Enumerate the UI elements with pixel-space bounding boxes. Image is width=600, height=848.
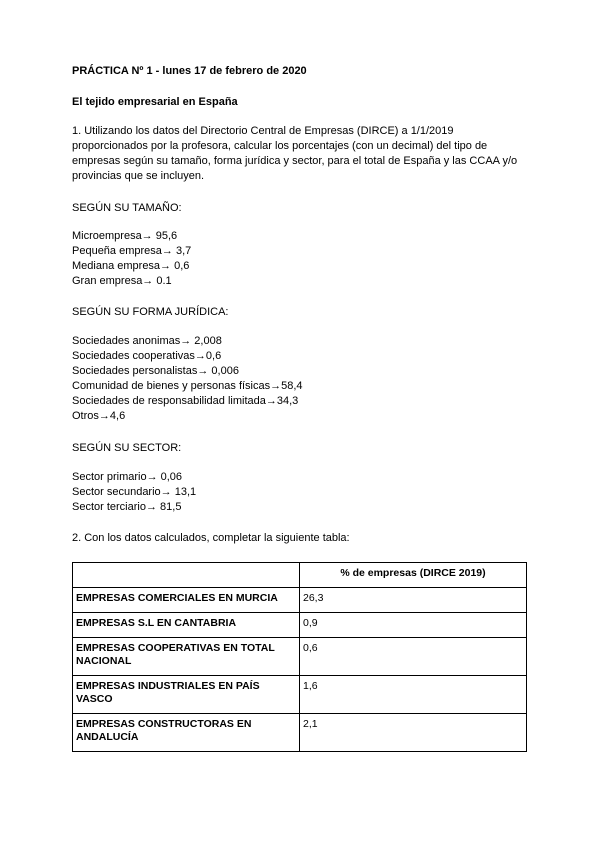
document-title: PRÁCTICA Nº 1 - lunes 17 de febrero de 2020 — [72, 65, 307, 77]
legal-heading: SEGÚN SU FORMA JURÍDICA: — [72, 306, 229, 318]
legal-item: Sociedades cooperativas→0,6 — [72, 350, 222, 362]
sector-item: Sector terciario→ 81,5 — [72, 501, 182, 513]
table-cell-value: 1,6 — [300, 676, 527, 714]
question-2: 2. Con los datos calculados, completar la siguiente tabla: — [72, 532, 350, 544]
table-header-cell — [73, 563, 300, 588]
intro-paragraph: 1. Utilizando los datos del Directorio Central de Empresas (DIRCE) a 1/1/2019 proporcionados por la profesora, calcular los porcentajes (con un decimal) del tipo de empresas según su tamaño, forma jurídica y sector, para el total de España y las CCAA y/o provincias que se incluyen. — [72, 125, 518, 182]
size-item: Pequeña empresa→ 3,7 — [72, 245, 192, 257]
document-subtitle: El tejido empresarial en España — [72, 96, 238, 108]
size-heading: SEGÚN SU TAMAÑO: — [72, 202, 182, 214]
sector-heading: SEGÚN SU SECTOR: — [72, 442, 182, 454]
sector-item: Sector secundario→ 13,1 — [72, 486, 197, 498]
table-cell-label: EMPRESAS COOPERATIVAS EN TOTAL NACIONAL — [73, 638, 300, 676]
table-row — [73, 588, 527, 613]
table-cell-label: EMPRESAS INDUSTRIALES EN PAÍS VASCO — [73, 676, 300, 714]
table-cell-label: EMPRESAS CONSTRUCTORAS EN ANDALUCÍA — [73, 714, 300, 752]
table-row — [73, 638, 527, 676]
table-row — [73, 714, 527, 752]
table-row — [73, 613, 527, 638]
size-item: Microempresa→ 95,6 — [72, 230, 178, 242]
table-cell-label: EMPRESAS COMERCIALES EN MURCIA — [73, 588, 300, 613]
legal-item: Sociedades de responsabilidad limitada→34,3 — [72, 395, 299, 407]
sector-item: Sector primario→ 0,06 — [72, 471, 183, 483]
legal-item: Comunidad de bienes y personas físicas→58,4 — [72, 380, 303, 392]
table-row — [73, 676, 527, 714]
legal-item: Sociedades personalistas→ 0,006 — [72, 365, 239, 377]
table-header-cell: % de empresas (DIRCE 2019) — [300, 563, 527, 588]
legal-item: Otros→4,6 — [72, 410, 126, 422]
table-cell-value: 0,9 — [300, 613, 527, 638]
table-header-row — [73, 563, 527, 588]
table-cell-label: EMPRESAS S.L EN CANTABRIA — [73, 613, 300, 638]
size-item: Gran empresa→ 0.1 — [72, 275, 172, 287]
table-cell-value: 0,6 — [300, 638, 527, 676]
results-table — [72, 562, 527, 752]
table-cell-value: 2,1 — [300, 714, 527, 752]
size-item: Mediana empresa→ 0,6 — [72, 260, 190, 272]
legal-item: Sociedades anonimas→ 2,008 — [72, 335, 222, 347]
table-cell-value: 26,3 — [300, 588, 527, 613]
